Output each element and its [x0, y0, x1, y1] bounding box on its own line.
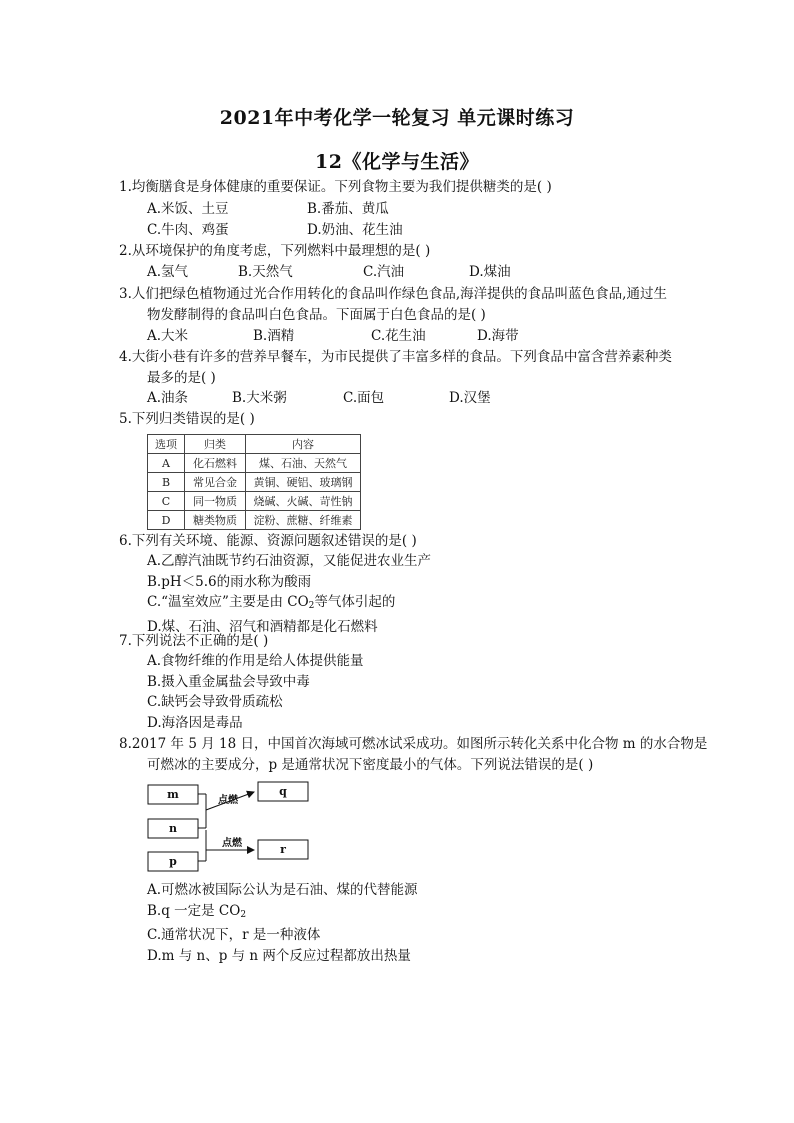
table-header-cell: 选项: [148, 435, 185, 454]
q3-option-a: A.大米: [147, 328, 189, 344]
question-1-stem: 1.均衡膳食是身体健康的重要保证。下列食物主要为我们提供糖类的是( ): [119, 179, 552, 195]
question-3-stem-line1: 3.人们把绿色植物通过光合作用转化的食品叫作绿色食品,海洋提供的食品叫蓝色食品,通过生: [119, 286, 667, 302]
question-7-stem: 7.下列说法不正确的是( ): [119, 633, 269, 649]
table-cell: 烧碱、火碱、苛性钠: [246, 492, 361, 511]
q1-option-c: C.牛肉、鸡蛋: [147, 222, 229, 238]
question-3-stem-line2: 物发酵制得的食品叫白色食品。下面属于白色食品的是( ): [147, 307, 486, 323]
question-2-stem: 2.从环境保护的角度考虑，下列燃料中最理想的是( ): [119, 243, 431, 259]
q8-option-b-sub: 2: [240, 909, 247, 920]
q1-option-d: D.奶油、花生油: [307, 222, 403, 238]
question-4: [119, 347, 709, 389]
q1-option-b: B.番茄、黄瓜: [307, 201, 389, 217]
q3-option-c: C.花生油: [371, 328, 426, 344]
table-cell: B: [148, 473, 185, 492]
question-3: [119, 284, 709, 326]
table-row: [148, 511, 361, 530]
question-5-stem: 5.下列归类错误的是( ): [119, 411, 255, 427]
table-cell: A: [148, 454, 185, 473]
q8-option-b: [147, 901, 418, 926]
table-cell: 化石燃料: [185, 454, 246, 473]
table-cell: D: [148, 511, 185, 530]
question-2: [119, 241, 709, 262]
label-ignite-bottom: 点燃: [222, 838, 242, 849]
question-8-stem-line1: 8.2017 年 5 月 18 日，中国首次海域可燃冰试采成功。如图所示转化关系中化合物 m 的水合物是: [119, 736, 708, 752]
node-n-label: n: [169, 822, 177, 835]
q6-option-c-sub: 2: [308, 601, 315, 611]
table-cell: 常见合金: [185, 473, 246, 492]
q6-option-a: A.乙醇汽油既节约石油资源，又能促进农业生产: [147, 553, 432, 569]
question-4-stem-line2: 最多的是( ): [147, 370, 216, 386]
table-cell: 淀粉、蔗糖、纤维素: [246, 511, 361, 530]
table-row: [148, 454, 361, 473]
q2-option-b: B.天然气: [238, 264, 293, 280]
label-ignite-top: 点燃: [218, 795, 238, 806]
q1-option-a: A.米饭、土豆: [147, 201, 229, 217]
question-1: [119, 177, 709, 198]
q7-option-c: C.缺钙会导致骨质疏松: [147, 694, 283, 710]
q6-option-c-pre: C.“温室效应”主要是由 CO: [147, 594, 309, 610]
q2-option-c: C.汽油: [363, 264, 405, 280]
q7-option-d: D.海洛因是毒品: [147, 714, 243, 731]
q3-option-b: B.酒精: [253, 328, 295, 344]
question-6-stem: 6.下列有关环境、能源、资源问题叙述错误的是( ): [119, 533, 417, 549]
q4-option-d: D.汉堡: [449, 390, 491, 406]
q4-option-c: C.面包: [343, 390, 385, 406]
question-8-options: [147, 880, 418, 966]
table-cell: 同一物质: [185, 492, 246, 511]
q6-option-c: [147, 592, 431, 617]
node-m-label: m: [167, 788, 179, 801]
page-title: 2021年中考化学一轮复习 单元课时练习: [219, 107, 575, 129]
q8-option-d: D.m 与 n、p 与 n 两个反应过程都放出热量: [147, 947, 411, 964]
table-row: [148, 492, 361, 511]
table-header-row: [148, 435, 361, 454]
question-6: [119, 531, 709, 552]
q7-option-a: A.食物纤维的作用是给人体提供能量: [147, 653, 364, 669]
table-cell: 煤、石油、天然气: [246, 454, 361, 473]
node-p-label: p: [169, 855, 177, 868]
question-7: [119, 631, 709, 652]
classification-table: [147, 434, 361, 530]
node-r-label: r: [280, 843, 286, 856]
q6-option-c-post: 等气体引起的: [314, 594, 396, 610]
table-header-cell: 内容: [246, 435, 361, 454]
q2-option-d: D.煤油: [469, 264, 511, 280]
question-8-stem-line2: 可燃冰的主要成分，p 是通常状况下密度最小的气体。下列说法错误的是( ): [147, 757, 594, 773]
q8-option-a: A.可燃冰被国际公认为是石油、煤的代替能源: [147, 882, 418, 898]
q4-option-b: B.大米粥: [232, 390, 287, 406]
reaction-diagram: [140, 780, 340, 884]
table-cell: C: [148, 492, 185, 511]
q6-option-b: B.pH＜5.6的雨水称为酸雨: [147, 573, 312, 590]
page-subtitle: 12《化学与生活》: [315, 151, 479, 173]
question-7-options: [147, 651, 364, 733]
q8-option-c: C.通常状况下，r 是一种液体: [147, 927, 321, 943]
question-5: [119, 409, 709, 430]
q7-option-b: B.摄入重金属盐会导致中毒: [147, 673, 310, 690]
q3-option-d: D.海带: [477, 328, 519, 344]
table-cell: 糖类物质: [185, 511, 246, 530]
q8-option-b-pre: B.q 一定是 CO: [147, 902, 241, 919]
q2-option-a: A.氢气: [147, 264, 189, 280]
table-row: [148, 473, 361, 492]
q6-option-d: D.煤、石油、沼气和酒精都是化石燃料: [147, 618, 378, 635]
table-header-cell: 归类: [185, 435, 246, 454]
question-8: [119, 734, 709, 776]
table-cell: 黄铜、硬铝、玻璃钢: [246, 473, 361, 492]
question-4-stem-line1: 4.大街小巷有许多的营养早餐车，为市民提供了丰富多样的食品。下列食品中富含营养素种类: [119, 349, 672, 365]
q4-option-a: A.油条: [147, 390, 189, 406]
node-q-label: q: [279, 785, 287, 798]
question-6-options: [147, 551, 431, 637]
